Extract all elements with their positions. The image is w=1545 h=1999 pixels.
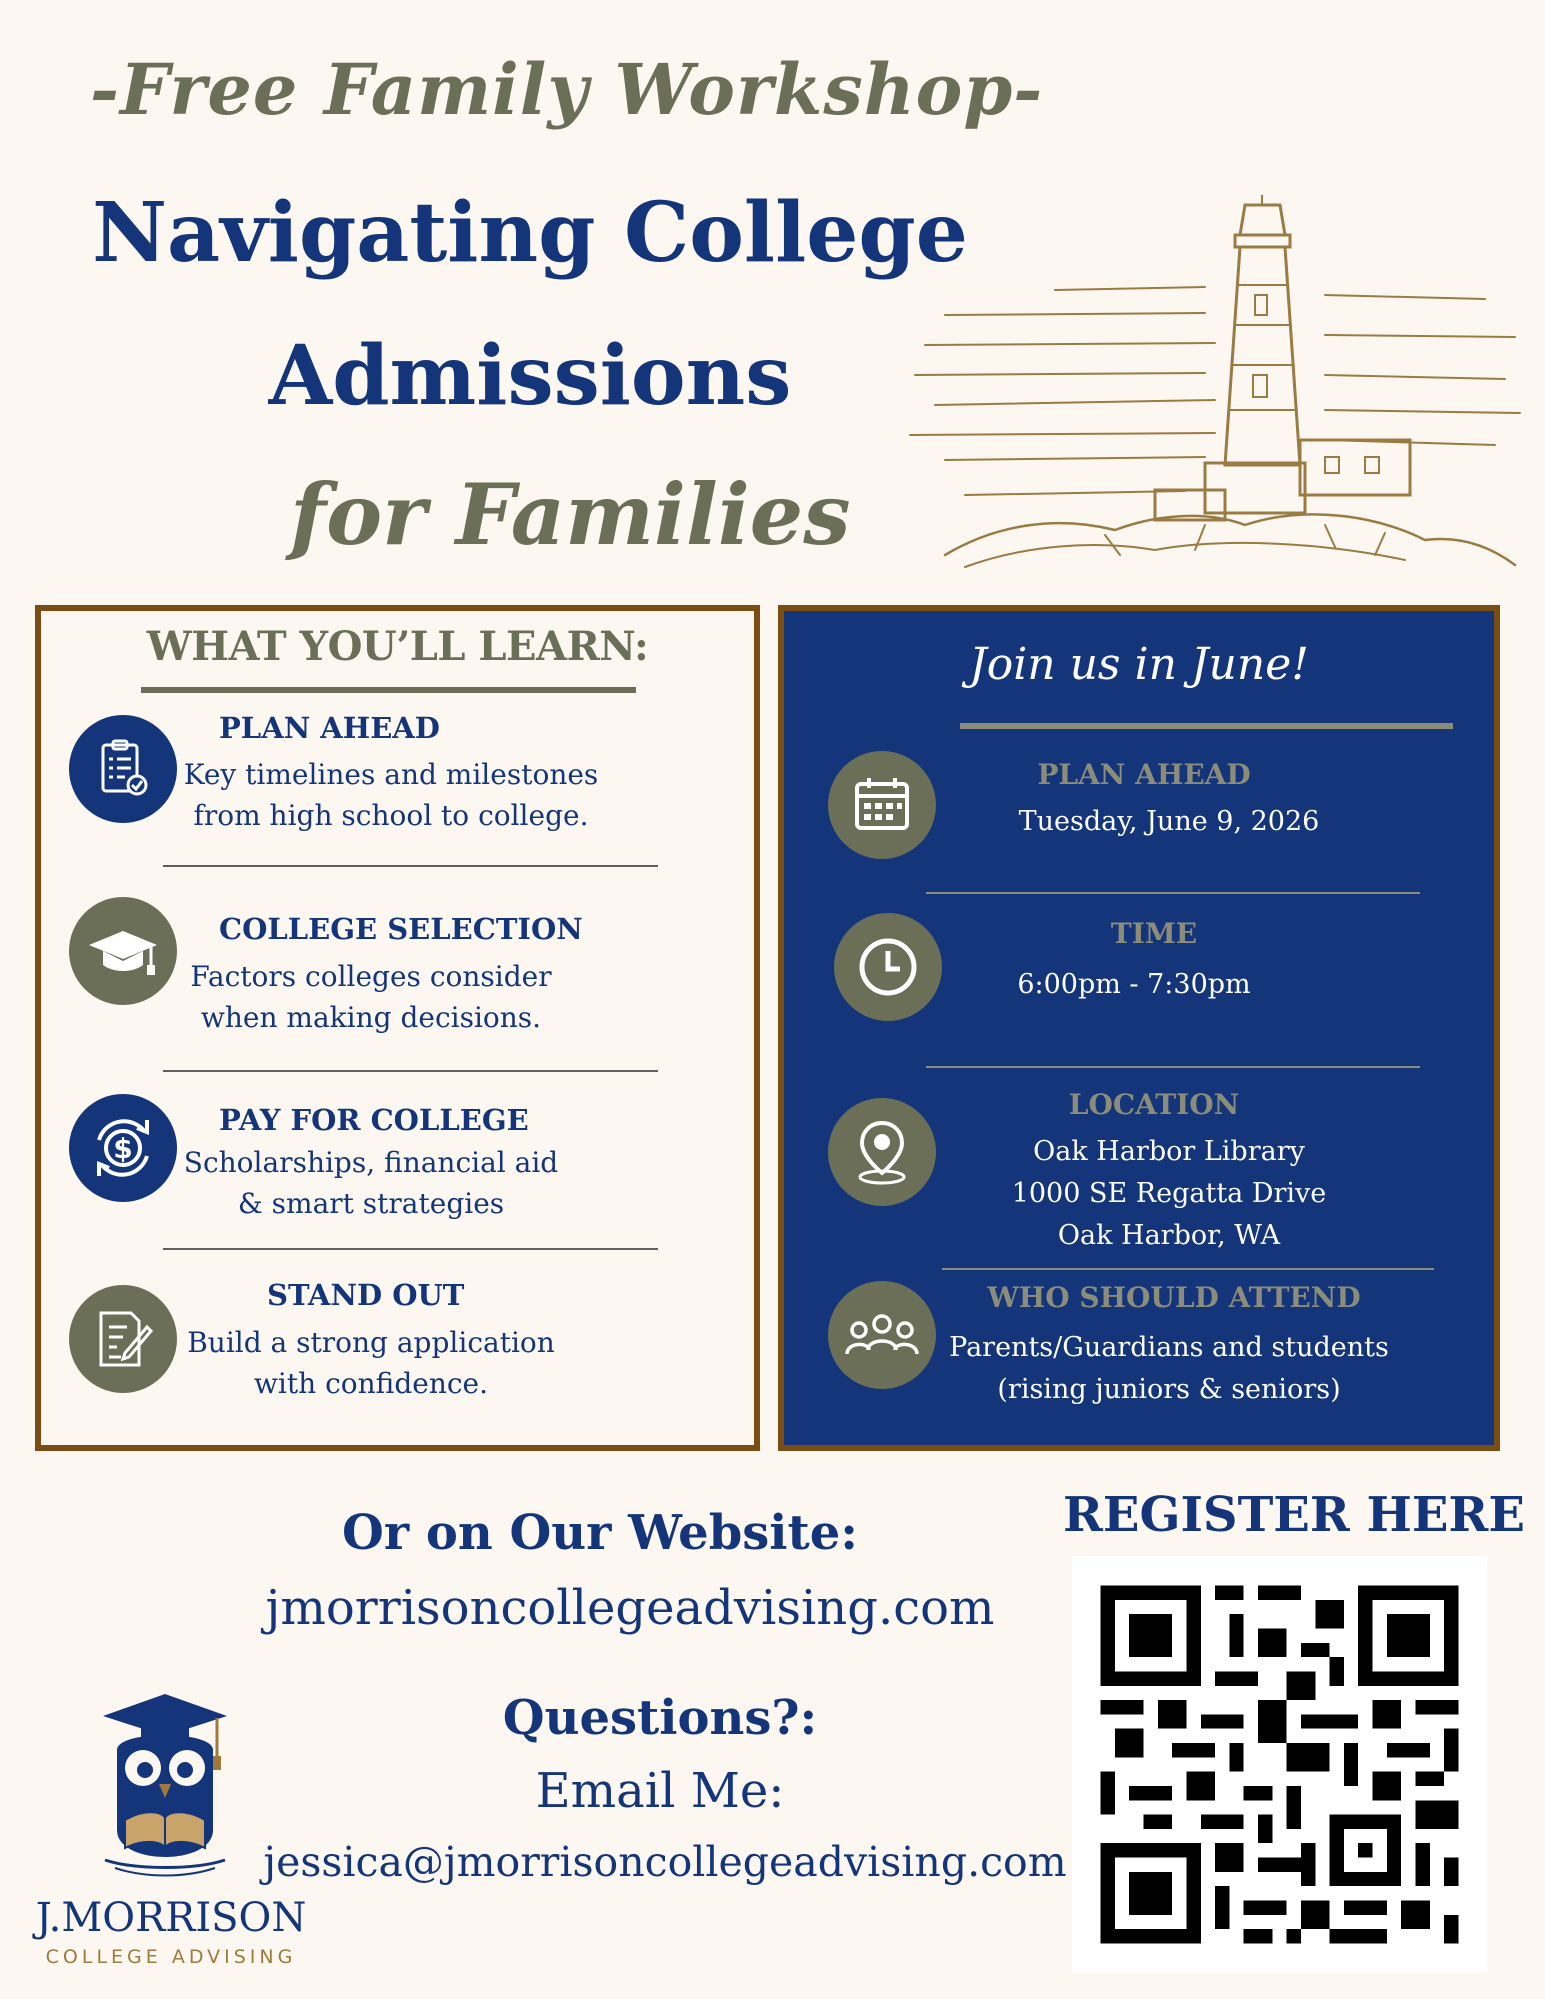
learn-item-title: PLAN AHEAD [219,711,440,745]
group-icon [828,1281,936,1389]
calendar-icon [828,751,936,859]
event-location-line: Oak Harbor, WA [1057,1220,1281,1251]
event-audience-line: Parents/Guardians and students [949,1332,1389,1363]
event-panel [778,605,1500,1451]
event-location-line: Oak Harbor Library [1033,1136,1305,1167]
workshop-kicker: -Free Family Workshop- [90,48,1044,131]
learn-heading: WHAT YOU’LL LEARN: [146,623,649,670]
learn-item-text: Factors colleges consider [190,960,552,993]
register-heading: REGISTER HERE [1063,1487,1525,1543]
website-url[interactable]: jmorrisoncollegeadvising.com [265,1580,995,1636]
page-title-line1: Navigating College [92,185,968,281]
event-audience-line: (rising juniors & seniors) [997,1374,1341,1405]
questions-heading: Questions?: [502,1690,818,1746]
event-audience-label: WHO SHOULD ATTEND [987,1281,1361,1314]
event-date-label: PLAN AHEAD [1037,758,1251,791]
page-title-line2: Admissions [268,328,792,424]
website-heading: Or on Our Website: [342,1505,858,1561]
learn-item-text: & smart strategies [237,1187,505,1220]
learn-item-title: STAND OUT [267,1278,465,1312]
learn-item-text: Build a strong application [187,1326,555,1359]
event-time-label: TIME [1110,917,1198,950]
learn-item-text: Key timelines and milestones [183,758,599,791]
event-separator [942,1268,1434,1270]
event-heading: Join us in June! [969,639,1309,690]
learn-separator [163,865,658,867]
learn-panel [35,605,760,1451]
checklist-icon [69,715,177,823]
brand-subtitle: COLLEGE ADVISING [45,1946,297,1968]
event-location-label: LOCATION [1068,1088,1240,1121]
learn-item-title: PAY FOR COLLEGE [219,1103,529,1137]
learn-item-title: COLLEGE SELECTION [219,912,583,946]
page-title-line3: for Families [290,465,851,564]
owl-logo-icon [95,1690,235,1890]
learn-item-text: with confidence. [253,1367,489,1400]
event-location-line: 1000 SE Regatta Drive [1011,1178,1327,1209]
svg-text:$: $ [113,1132,133,1165]
clock-icon [834,913,942,1021]
brand-name: J.MORRISON [35,1895,307,1941]
learn-separator [163,1070,658,1072]
register-qr-code[interactable] [1072,1556,1487,1973]
learn-heading-rule [141,687,636,693]
event-heading-rule [960,723,1453,729]
map-pin-icon [828,1098,936,1206]
learn-item-text: when making decisions. [200,1001,542,1034]
email-label: Email Me: [535,1763,785,1819]
lighthouse-illustration [905,195,1525,590]
learn-separator [163,1248,658,1250]
event-time-value: 6:00pm - 7:30pm [1017,969,1251,1000]
email-address[interactable]: jessica@jmorrisoncollegeadvising.com [263,1838,1067,1886]
learn-item-text: from high school to college. [193,799,589,832]
event-separator [926,892,1420,894]
learn-item-text: Scholarships, financial aid [183,1146,559,1179]
event-separator [926,1066,1420,1068]
event-date-value: Tuesday, June 9, 2026 [1018,806,1320,837]
